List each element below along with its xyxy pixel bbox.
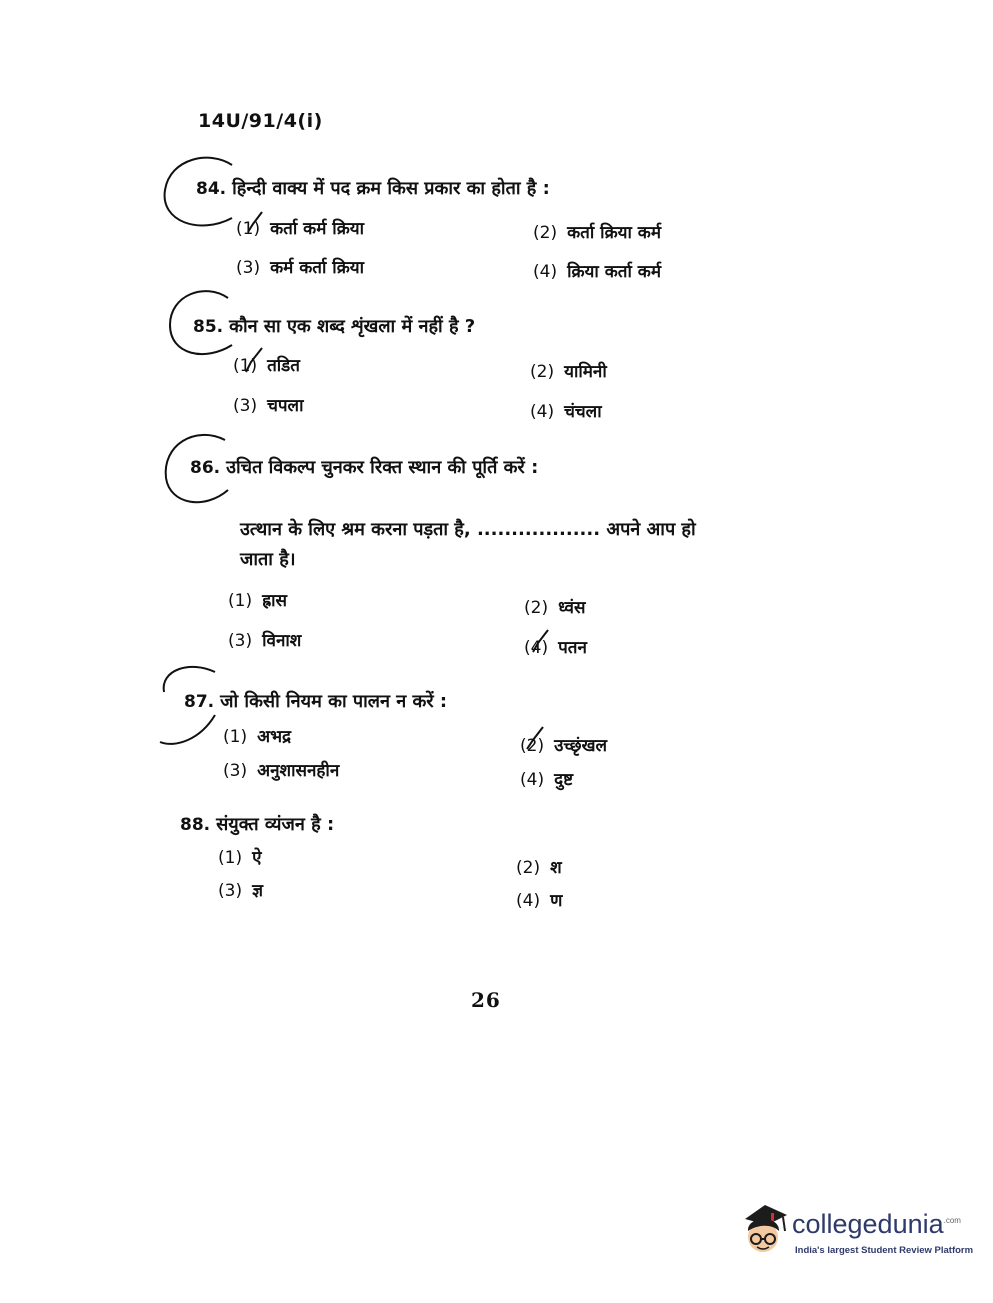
option-86-1[interactable] [228, 588, 287, 611]
question-text: जो किसी नियम का पालन न करें : [220, 691, 448, 712]
option-number: (3) [218, 881, 243, 901]
option-number: (2) [520, 736, 545, 756]
option-text: चंचला [564, 402, 602, 422]
question-number: 85. [193, 317, 224, 337]
option-number: (1) [233, 356, 258, 376]
question-87 [184, 689, 447, 713]
question-number: 84. [196, 179, 227, 199]
option-text: ण [550, 891, 563, 911]
option-84-1[interactable] [236, 216, 364, 239]
question-text: कौन सा एक शब्द शृंखला में नहीं है ? [229, 316, 476, 337]
option-number: (2) [533, 223, 558, 243]
option-84-2[interactable] [533, 220, 661, 243]
option-87-3[interactable] [223, 758, 339, 781]
option-number: (4) [516, 891, 541, 911]
option-number: (3) [228, 631, 253, 651]
option-text: ध्वंस [558, 598, 586, 618]
question-88 [180, 812, 334, 836]
option-number: (4) [530, 402, 555, 422]
question-85 [193, 314, 475, 338]
option-text: दुष्ट [554, 770, 574, 790]
option-number: (3) [236, 258, 261, 278]
option-88-2[interactable] [516, 855, 562, 878]
brand-suffix: .com [943, 1216, 961, 1225]
option-text: अभद्र [257, 727, 292, 747]
option-number: (2) [524, 598, 549, 618]
option-text: क्रिया कर्ता कर्म [567, 262, 662, 282]
option-number: (2) [516, 858, 541, 878]
question-text: उचित विकल्प चुनकर रिक्त स्थान की पूर्ति करें : [226, 457, 539, 478]
option-number: (4) [524, 638, 549, 658]
option-87-1[interactable] [223, 724, 291, 747]
question-number: 86. [190, 458, 221, 478]
option-text: ज्ञ [252, 881, 263, 901]
question-86 [190, 455, 538, 479]
option-text: श [550, 858, 562, 878]
option-text: चपला [267, 396, 304, 416]
option-text: ह्रास [262, 591, 288, 611]
question-text: संयुक्त व्यंजन है : [216, 814, 335, 835]
option-86-2[interactable] [524, 595, 585, 618]
option-85-1[interactable] [233, 353, 300, 376]
option-text: उच्छृंखल [554, 736, 608, 756]
option-text: कर्ता कर्म क्रिया [270, 219, 365, 239]
question-84 [196, 176, 550, 200]
option-number: (3) [233, 396, 258, 416]
option-88-3[interactable] [218, 878, 263, 901]
option-number: (4) [533, 262, 558, 282]
mascot-logo-icon [735, 1195, 793, 1265]
option-text: अनुशासनहीन [257, 761, 340, 781]
option-text: तडित [267, 356, 300, 376]
option-number: (1) [236, 219, 261, 239]
brand-text: collegedunia [792, 1209, 944, 1239]
passage-line: उत्थान के लिए श्रम करना पड़ता है, .................. अपने आप हो [240, 519, 696, 540]
option-85-3[interactable] [233, 393, 303, 416]
option-number: (1) [218, 848, 243, 868]
option-text: कर्म कर्ता क्रिया [270, 258, 365, 278]
option-87-2[interactable] [520, 733, 607, 756]
option-88-1[interactable] [218, 845, 262, 868]
option-number: (4) [520, 770, 545, 790]
option-text: कर्ता क्रिया कर्म [567, 223, 662, 243]
option-85-2[interactable] [530, 359, 607, 382]
option-number: (1) [228, 591, 253, 611]
page-number: 26 [471, 988, 501, 1012]
option-number: (3) [223, 761, 248, 781]
option-85-4[interactable] [530, 399, 602, 422]
question-text: हिन्दी वाक्य में पद क्रम किस प्रकार का होता है : [232, 178, 550, 199]
option-86-4[interactable] [524, 635, 587, 658]
option-84-3[interactable] [236, 255, 364, 278]
option-number: (1) [223, 727, 248, 747]
paper-code: 14U/91/4(i) [198, 110, 323, 132]
option-88-4[interactable] [516, 888, 562, 911]
option-84-4[interactable] [533, 259, 661, 282]
passage-line: जाता है। [240, 549, 296, 570]
brand-name [792, 1209, 961, 1240]
question-number: 87. [184, 692, 215, 712]
option-86-3[interactable] [228, 628, 301, 651]
brand-tagline: India's largest Student Review Platform [795, 1245, 974, 1256]
option-text: यामिनी [564, 362, 607, 382]
option-text: पतन [558, 638, 587, 658]
option-text: विनाश [262, 631, 302, 651]
option-87-4[interactable] [520, 767, 573, 790]
option-number: (2) [530, 362, 555, 382]
question-number: 88. [180, 815, 211, 835]
option-text: ऐ [252, 848, 262, 868]
